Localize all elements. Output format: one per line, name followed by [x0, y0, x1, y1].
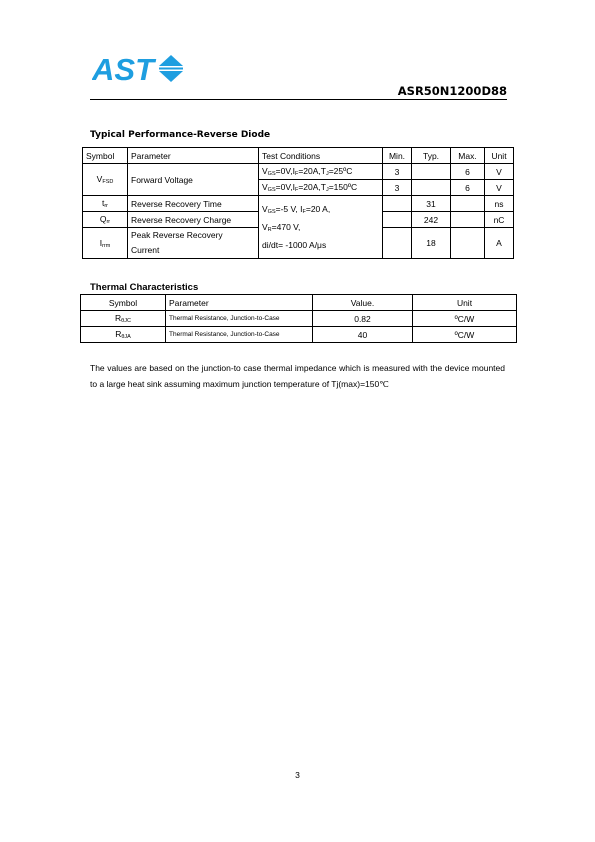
col-min: Min. — [383, 148, 412, 164]
parameter-forward-voltage: Forward Voltage — [128, 164, 259, 196]
typ-value: 18 — [412, 228, 451, 259]
col-unit: Unit — [485, 148, 514, 164]
value: 40 — [313, 327, 413, 343]
table-row — [83, 196, 514, 212]
min-value — [383, 212, 412, 228]
table-row — [83, 164, 514, 180]
max-value — [451, 212, 485, 228]
min-value: 3 — [383, 180, 412, 196]
value: 0.82 — [313, 311, 413, 327]
col-typ: Typ. — [412, 148, 451, 164]
reverse-diode-table — [82, 147, 514, 259]
thermal-note: The values are based on the junction-to case thermal impedance which is measured with the device mounted to a large heat sink assuming maximum junction temperature of Tj(max)=150℃ — [90, 363, 505, 389]
header-rule — [90, 99, 507, 100]
min-value — [383, 228, 412, 259]
symbol-rthja: $R_{\theta JA}$ — [81, 327, 166, 343]
parameter-reverse-recovery-time: Reverse Recovery Time — [128, 196, 259, 212]
symbol-trr: $t_{rr}$ — [83, 196, 128, 212]
table-header-row — [81, 295, 517, 311]
max-value — [451, 196, 485, 212]
col-test-conditions: Test Conditions — [259, 148, 383, 164]
part-number: ASR50N1200D88 — [397, 84, 507, 98]
col-symbol: Symbol — [83, 148, 128, 164]
parameter-thermal-resistance: Thermal Resistance, Junction-to-Case — [166, 327, 313, 343]
test-condition-25c: $V_{GS}=0V,I_F=20A,T_J=25ºC$ — [259, 164, 383, 180]
logo-bar-icon — [159, 68, 183, 70]
col-max: Max. — [451, 148, 485, 164]
parameter-thermal-resistance: Thermal Resistance, Junction-to-Case — [166, 311, 313, 327]
typ-value: 242 — [412, 212, 451, 228]
ast-logo — [92, 52, 184, 84]
unit-value: A — [485, 228, 514, 259]
thermal-section-title: Thermal Characteristics — [90, 282, 199, 293]
symbol-irrm: $I_{rrm}$ — [83, 228, 128, 259]
page-number: 3 — [295, 770, 300, 780]
symbol-rthjc: $R_{\theta JC}$ — [81, 311, 166, 327]
min-value: 3 — [383, 164, 412, 180]
parameter-peak-reverse-recovery-current: Peak Reverse Recovery Current — [128, 228, 259, 259]
table-row — [81, 327, 517, 343]
max-value: 6 — [451, 164, 485, 180]
parameter-reverse-recovery-charge: Reverse Recovery Charge — [128, 212, 259, 228]
unit: ºC/W — [413, 327, 517, 343]
unit-value: nC — [485, 212, 514, 228]
typ-value — [412, 164, 451, 180]
max-value: 6 — [451, 180, 485, 196]
logo-down-arrow-icon — [159, 71, 183, 82]
col-symbol: Symbol — [81, 295, 166, 311]
min-value — [383, 196, 412, 212]
thermal-table — [80, 294, 517, 343]
test-condition-150c: $V_{GS}=0V,I_F=20A,T_J=150ºC$ — [259, 180, 383, 196]
unit: ºC/W — [413, 311, 517, 327]
symbol-vfsd: $V_{FSD}$ — [83, 164, 128, 196]
col-parameter: Parameter — [128, 148, 259, 164]
table-row — [81, 311, 517, 327]
unit-value: ns — [485, 196, 514, 212]
max-value — [451, 228, 485, 259]
unit-value: V — [485, 164, 514, 180]
logo-text: AST — [92, 52, 154, 84]
shared-test-conditions: $V_{GS}=-5$ V, $I_F=20$ A, $V_R=470$ V, di/dt= -1000 A/μs — [259, 196, 383, 259]
diode-section-title: Typical Performance-Reverse Diode — [90, 130, 271, 140]
symbol-qrr: $Q_{rr}$ — [83, 212, 128, 228]
table-header-row — [83, 148, 514, 164]
logo-up-arrow-icon — [159, 55, 183, 66]
col-unit: Unit — [413, 295, 517, 311]
typ-value — [412, 180, 451, 196]
typ-value: 31 — [412, 196, 451, 212]
col-value: Value. — [313, 295, 413, 311]
unit-value: V — [485, 180, 514, 196]
col-parameter: Parameter — [166, 295, 313, 311]
